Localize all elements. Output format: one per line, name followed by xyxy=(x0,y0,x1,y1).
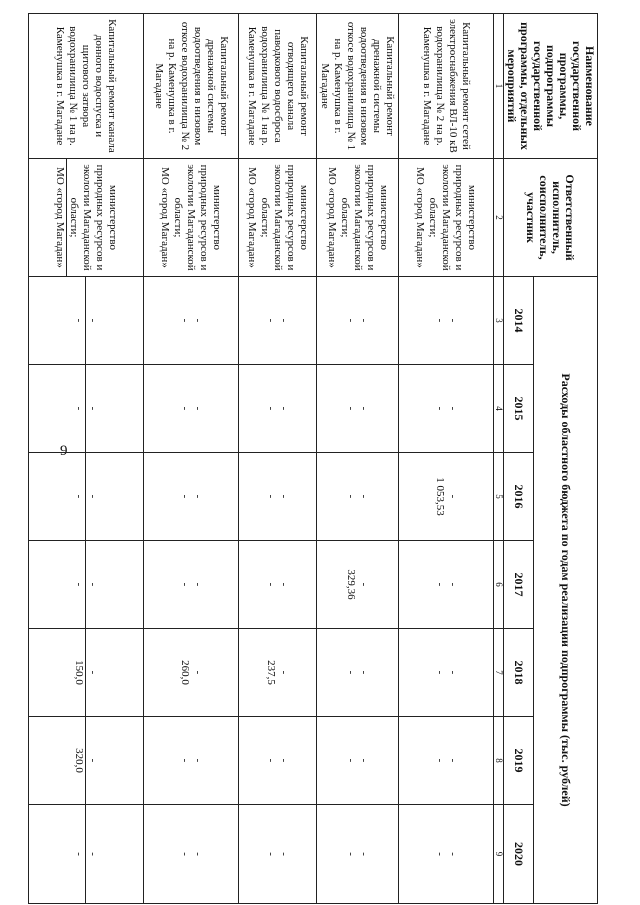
header-year: 2020 xyxy=(504,805,534,904)
table-row xyxy=(239,14,317,904)
budget-cell xyxy=(239,277,317,365)
budget-value: - xyxy=(73,277,87,364)
budget-value: - xyxy=(358,318,371,323)
budget-value: - xyxy=(265,318,278,323)
column-number: 5 xyxy=(494,453,504,541)
budget-value: - xyxy=(447,406,459,411)
measure-name: Капитальный ремонт отводящего канала паводкового водосброса водохранилища № 1 на р. Каменушка в г. Магадане xyxy=(239,14,317,159)
budget-value: - xyxy=(434,406,446,411)
budget-value: - xyxy=(447,318,459,323)
budget-cell xyxy=(399,805,494,904)
budget-value: - xyxy=(192,758,204,763)
budget-value: - xyxy=(73,453,87,540)
budget-value: - xyxy=(87,852,100,856)
budget-cell xyxy=(399,365,494,453)
budget-cell xyxy=(399,541,494,629)
page-number: 9 xyxy=(60,443,68,459)
budget-cell xyxy=(29,453,144,541)
budget-value: - xyxy=(345,670,358,675)
budget-value: - xyxy=(278,852,291,856)
budget-value: - xyxy=(87,670,100,675)
column-number-row xyxy=(494,14,504,904)
budget-value: - xyxy=(192,852,204,856)
budget-cell xyxy=(144,453,239,541)
column-number: 4 xyxy=(494,365,504,453)
column-number: 3 xyxy=(494,277,504,365)
column-number: 2 xyxy=(494,159,504,277)
budget-value: - xyxy=(447,758,459,763)
header-name: Наименование государственной программы, подпрограммы государственной программы, отдельных мероприятий xyxy=(504,14,598,159)
budget-cell xyxy=(239,805,317,904)
budget-value: - xyxy=(87,406,100,411)
executor-ministry: министерство природных ресурсов и экологии Магаданской области; xyxy=(68,164,119,271)
budget-value: - xyxy=(179,494,191,499)
budget-value: - xyxy=(179,406,191,411)
executor-ministry: министерство природных ресурсов и экологии Магаданской области; xyxy=(259,164,310,271)
budget-value: - xyxy=(358,406,371,411)
budget-cell xyxy=(317,629,399,717)
budget-cell xyxy=(317,805,399,904)
budget-cell xyxy=(317,453,399,541)
budget-cell xyxy=(317,541,399,629)
budget-value: - xyxy=(434,582,446,587)
budget-value: - xyxy=(278,318,291,323)
header-year: 2014 xyxy=(504,277,534,365)
budget-value: - xyxy=(278,406,291,411)
budget-value: - xyxy=(345,758,358,763)
executor-ministry: министерство природных ресурсов и экологии Магаданской области; xyxy=(339,164,390,271)
budget-value: - xyxy=(358,852,371,856)
budget-cell xyxy=(399,629,494,717)
budget-value: - xyxy=(358,670,371,675)
budget-cell xyxy=(239,629,317,717)
header-budget: Расходы областного бюджета по годам реализации подпрограммы (тыс. рублей) xyxy=(534,277,598,904)
budget-value: - xyxy=(192,582,204,587)
budget-value: - xyxy=(265,494,278,499)
budget-value: - xyxy=(265,582,278,587)
budget-cell xyxy=(144,805,239,904)
executor-ministry: министерство природных ресурсов и экологии Магаданской области; xyxy=(172,164,224,271)
executor-municipality: МО «город Магадан» xyxy=(414,167,427,268)
budget-value: - xyxy=(345,852,358,856)
budget-value: - xyxy=(278,582,291,587)
executor-cell xyxy=(317,159,399,277)
table-row xyxy=(399,14,494,904)
budget-value: - xyxy=(73,541,87,628)
budget-value: 150,0 xyxy=(73,629,87,716)
budget-cell xyxy=(317,365,399,453)
header-year: 2019 xyxy=(504,717,534,805)
column-number: 7 xyxy=(494,629,504,717)
budget-value: - xyxy=(87,494,100,499)
budget-value: - xyxy=(265,852,278,856)
budget-cell xyxy=(29,541,144,629)
rotated-page xyxy=(54,13,598,893)
budget-cell xyxy=(239,365,317,453)
budget-cell xyxy=(317,717,399,805)
header-executor: Ответственный исполнитель, соисполнитель, участник xyxy=(504,159,598,277)
budget-value: - xyxy=(434,758,446,763)
budget-value: - xyxy=(447,494,459,499)
budget-value: - xyxy=(278,670,291,675)
budget-value: - xyxy=(447,852,459,856)
budget-value: - xyxy=(447,582,459,587)
budget-value: - xyxy=(265,758,278,763)
budget-cell xyxy=(29,717,144,805)
budget-value: - xyxy=(192,406,204,411)
budget-cell xyxy=(29,365,144,453)
budget-cell xyxy=(399,277,494,365)
budget-value: - xyxy=(358,494,371,499)
budget-value: - xyxy=(278,758,291,763)
header-year: 2018 xyxy=(504,629,534,717)
executor-municipality: МО «город Магадан» xyxy=(159,167,172,268)
budget-value: - xyxy=(278,494,291,499)
measure-name: Капитальный ремонт канала донного водоспуска и щитового затвора водохранилища № 1 на р. Каменушка в г. Магадане xyxy=(29,14,144,159)
budget-value: - xyxy=(434,318,446,323)
budget-value: 320,0 xyxy=(73,717,87,804)
header-year: 2017 xyxy=(504,541,534,629)
budget-value: 1 053,53 xyxy=(434,477,446,516)
executor-cell xyxy=(239,159,317,277)
budget-cell xyxy=(144,541,239,629)
budget-value: - xyxy=(179,852,191,856)
budget-cell xyxy=(144,717,239,805)
column-number: 9 xyxy=(494,805,504,904)
budget-cell xyxy=(239,453,317,541)
column-number: 8 xyxy=(494,717,504,805)
budget-value: - xyxy=(447,670,459,675)
budget-cell xyxy=(399,717,494,805)
executor-municipality: МО «город Магадан» xyxy=(53,159,67,276)
budget-cell xyxy=(239,717,317,805)
column-number: 6 xyxy=(494,541,504,629)
header-year: 2015 xyxy=(504,365,534,453)
measure-name: Капитальный ремонт дренажной системы водоотведения в низовом откосе водохранилища № 1 на р. Каменушка в г. Магадане xyxy=(317,14,399,159)
budget-value: 237,5 xyxy=(265,660,278,685)
executor-cell xyxy=(399,159,494,277)
budget-cell xyxy=(144,629,239,717)
table-body xyxy=(29,14,494,904)
measure-name: Капитальный ремонт дренажной системы водоотведения в низовом откосе водохранилища № 2 на р. Каменушка в г. Магадане xyxy=(144,14,239,159)
budget-value: - xyxy=(192,318,204,323)
budget-value: - xyxy=(345,406,358,411)
budget-value: - xyxy=(179,758,191,763)
column-number: 1 xyxy=(494,14,504,159)
table-row xyxy=(144,14,239,904)
header-year: 2016 xyxy=(504,453,534,541)
budget-value: 260,0 xyxy=(179,660,191,685)
budget-value: - xyxy=(192,494,204,499)
budget-value: - xyxy=(87,758,100,763)
budget-value: 329,36 xyxy=(345,569,358,600)
budget-cell xyxy=(317,277,399,365)
budget-value: - xyxy=(434,670,446,675)
budget-value: - xyxy=(179,318,191,323)
executor-cell xyxy=(144,159,239,277)
budget-cell xyxy=(399,453,494,541)
executor-cell xyxy=(29,159,144,277)
budget-value: - xyxy=(434,852,446,856)
budget-value: - xyxy=(179,582,191,587)
budget-value: - xyxy=(345,318,358,323)
budget-value: - xyxy=(345,494,358,499)
budget-value: - xyxy=(358,758,371,763)
table-row xyxy=(29,14,144,904)
budget-cell xyxy=(144,277,239,365)
budget-value: - xyxy=(73,805,87,903)
budget-value: - xyxy=(265,406,278,411)
budget-cell xyxy=(29,277,144,365)
executor-municipality: МО «город Магадан» xyxy=(326,167,338,268)
budget-value: - xyxy=(192,670,204,675)
budget-value: - xyxy=(358,582,371,587)
measure-name: Капитальный ремонт сетей электроснабжения ВЛ-10 кВ водохранилища № 2 на р. Каменушка в г. Магадане xyxy=(399,14,494,159)
budget-cell xyxy=(29,629,144,717)
executor-ministry: министерство природных ресурсов и экологии Магаданской области; xyxy=(427,164,479,271)
budget-cell xyxy=(239,541,317,629)
budget-cell xyxy=(29,805,144,904)
budget-value: - xyxy=(87,318,100,323)
budget-value: - xyxy=(73,365,87,452)
budget-value: - xyxy=(87,582,100,587)
table-row xyxy=(317,14,399,904)
budget-cell xyxy=(144,365,239,453)
executor-municipality: МО «город Магадан» xyxy=(246,167,258,268)
budget-table xyxy=(28,13,598,904)
